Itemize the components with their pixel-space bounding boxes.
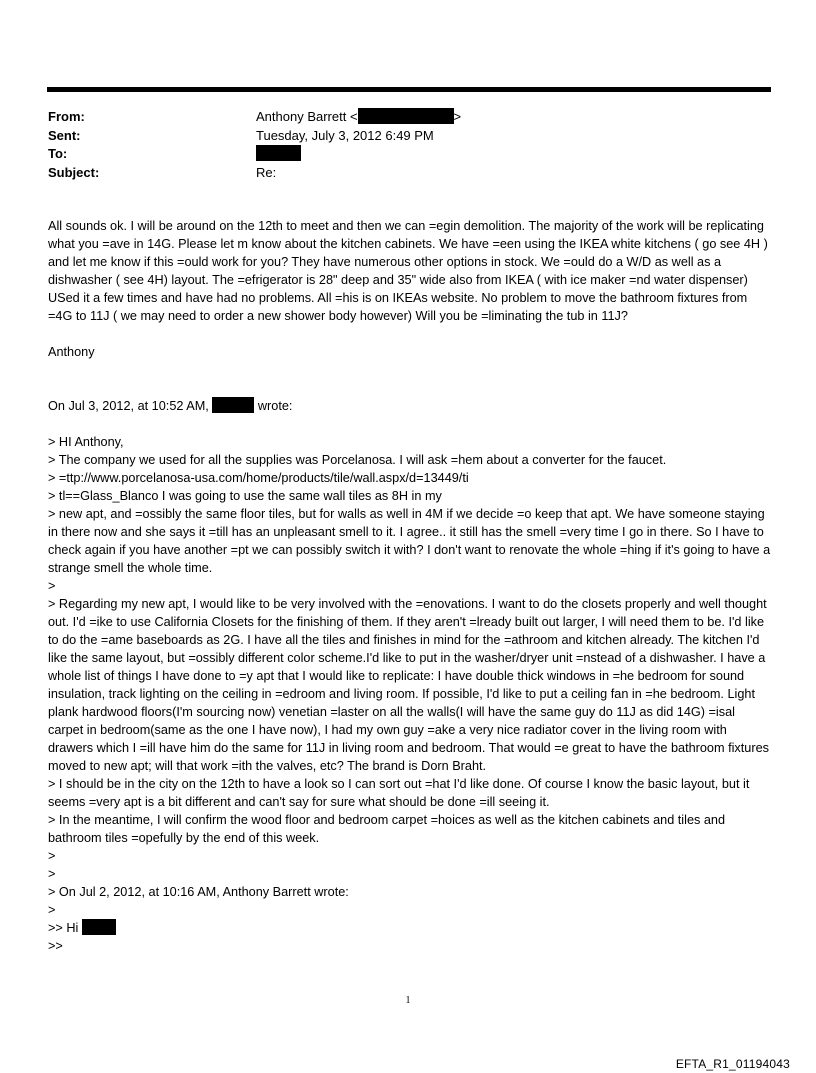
quoted-line: > =ttp://www.porcelanosa-usa.com/home/products/tile/wall.aspx/d=13449/ti [48,471,469,485]
from-value [256,108,768,127]
sent-row [48,127,768,146]
quoted-line: > Regarding my new apt, I would like to be very involved with the =enovations. I want to do the closets properly and well thought out. I'd =ike to use California Closets for the finishing of them. If they aren't =lready built out larger, I will need them to be. I'd like to do the =ame baseboards as 2G. I have all the tiles and finishes in mind for the =athroom and kitchen already. The kitchen I'd like the same layout, but =ossibly different color scheme.I'd like to put in the washer/dryer unit =nstead of a dishwasher. I have a whole list of things I have done to =y apt that I would like to replicate: I have double thick windows in =he bedroom for sound insulation, track lighting on the ceiling in =edroom and living room. If possible, I'd like to put a ceiling fan in =he bedroom. Light plank hardwood floors(I'm sourcing now) venetian =laster on all the walls(I will have the same guy do 11J as did 14G) =isal carpet in bedroom(same as the one I have now), I had my own guy =ake a very nice radiator cover in the living room with drawers which I =ill have him do the same for 11J in living room and bedroom. That would =e great to have the bathroom fixtures moved to new apt; will that work =ith the valves, etc? The brand is Dorn Braht. [48,597,769,773]
email-body [48,217,772,955]
quoted-line: > I should be in the city on the 12th to have a look so I can sort out =hat I'd like done. Of course I know the basic layout, but it seems =very apt is a bit different and can't say for sure what should be done =ill seeing it. [48,777,750,809]
page-number: 1 [405,995,411,1006]
quote-intro-suffix: wrote: [257,399,293,413]
from-label: From: [48,109,85,124]
subject-row [48,164,768,183]
sent-value: Tuesday, July 3, 2012 6:49 PM [256,127,434,143]
quoted-line: > tl==Glass_Blanco I was going to use the same wall tiles as 8H in my [48,489,442,503]
quoted-line: > In the meantime, I will confirm the wood floor and bedroom carpet =hoices as well as the kitchen cabinets and tiles and bathroom tiles =opefully by the end of this week. [48,813,726,845]
from-row [48,108,768,127]
quoted-line: > [48,867,56,881]
reply-paragraph: All sounds ok. I will be around on the 12th to meet and then we can =egin demolition. The majority of the work will be replicating what you =ave in 14G. Please let m know about the kitchen cabinets. We have =een using the IKEA white kitchens ( go see 4H ) and let me know if this =ould work for you? They have numerous other options in stock. We =ould do a W/D as well as a dishwasher ( see 4H) layout. The =efrigerator is 28" deep and 35" wide also from IKEA ( with ice maker =nd water dispenser) USed it a few times and have had no problems. All =his is on IKEAs website. No problem to move the bathroom fixtures from =4G to 11J ( we may need to order a new shower body however) Will you be =liminating the tub in 11J? [48,219,768,323]
bates-number: EFTA_R1_01194043 [675,1057,790,1071]
redacted-name [82,919,116,935]
quoted-line: > new apt, and =ossibly the same floor tiles, but for walls as well in 4M if we decide =o keep that apt. We have someone staying in there now and she says it =till has an unpleasant smell to it. I agree.. it still has the smell =very time I go in there. So I have to check again if you have another =pt we can possibly switch it with? I don't want to renovate the whole =hing if it's going to have a strange smell the whole time. [48,507,771,575]
subject-label: Subject: [48,164,100,180]
signature: Anthony [48,345,95,359]
to-row [48,145,768,164]
quoted-line: > [48,903,56,917]
quote-intro [48,397,772,415]
quote-intro-prefix: On Jul 3, 2012, at 10:52 AM, [48,399,209,413]
redacted-sender [212,397,254,413]
header-rule [47,87,771,92]
quoted-line: > [48,579,56,593]
quoted-line: > On Jul 2, 2012, at 10:16 AM, Anthony Barrett wrote: [48,885,349,899]
from-name: Anthony Barrett < [256,109,358,124]
to-value [256,145,768,164]
from-suffix: > [453,109,462,124]
email-header [48,108,768,182]
quoted-line: > [48,849,56,863]
quoted-line: > HI Anthony, [48,435,124,449]
subject-value: Re: [256,164,277,180]
redacted-recipient [256,145,301,161]
quoted-line: >> [48,939,63,953]
sent-label: Sent: [48,127,81,143]
redacted-email [358,108,454,124]
to-label: To: [48,146,68,161]
quoted-line: > The company we used for all the supplies was Porcelanosa. I will ask =hem about a converter for the faucet. [48,453,667,467]
quoted-greeting-prefix: >> Hi [48,921,79,935]
quoted-greeting [48,919,772,937]
